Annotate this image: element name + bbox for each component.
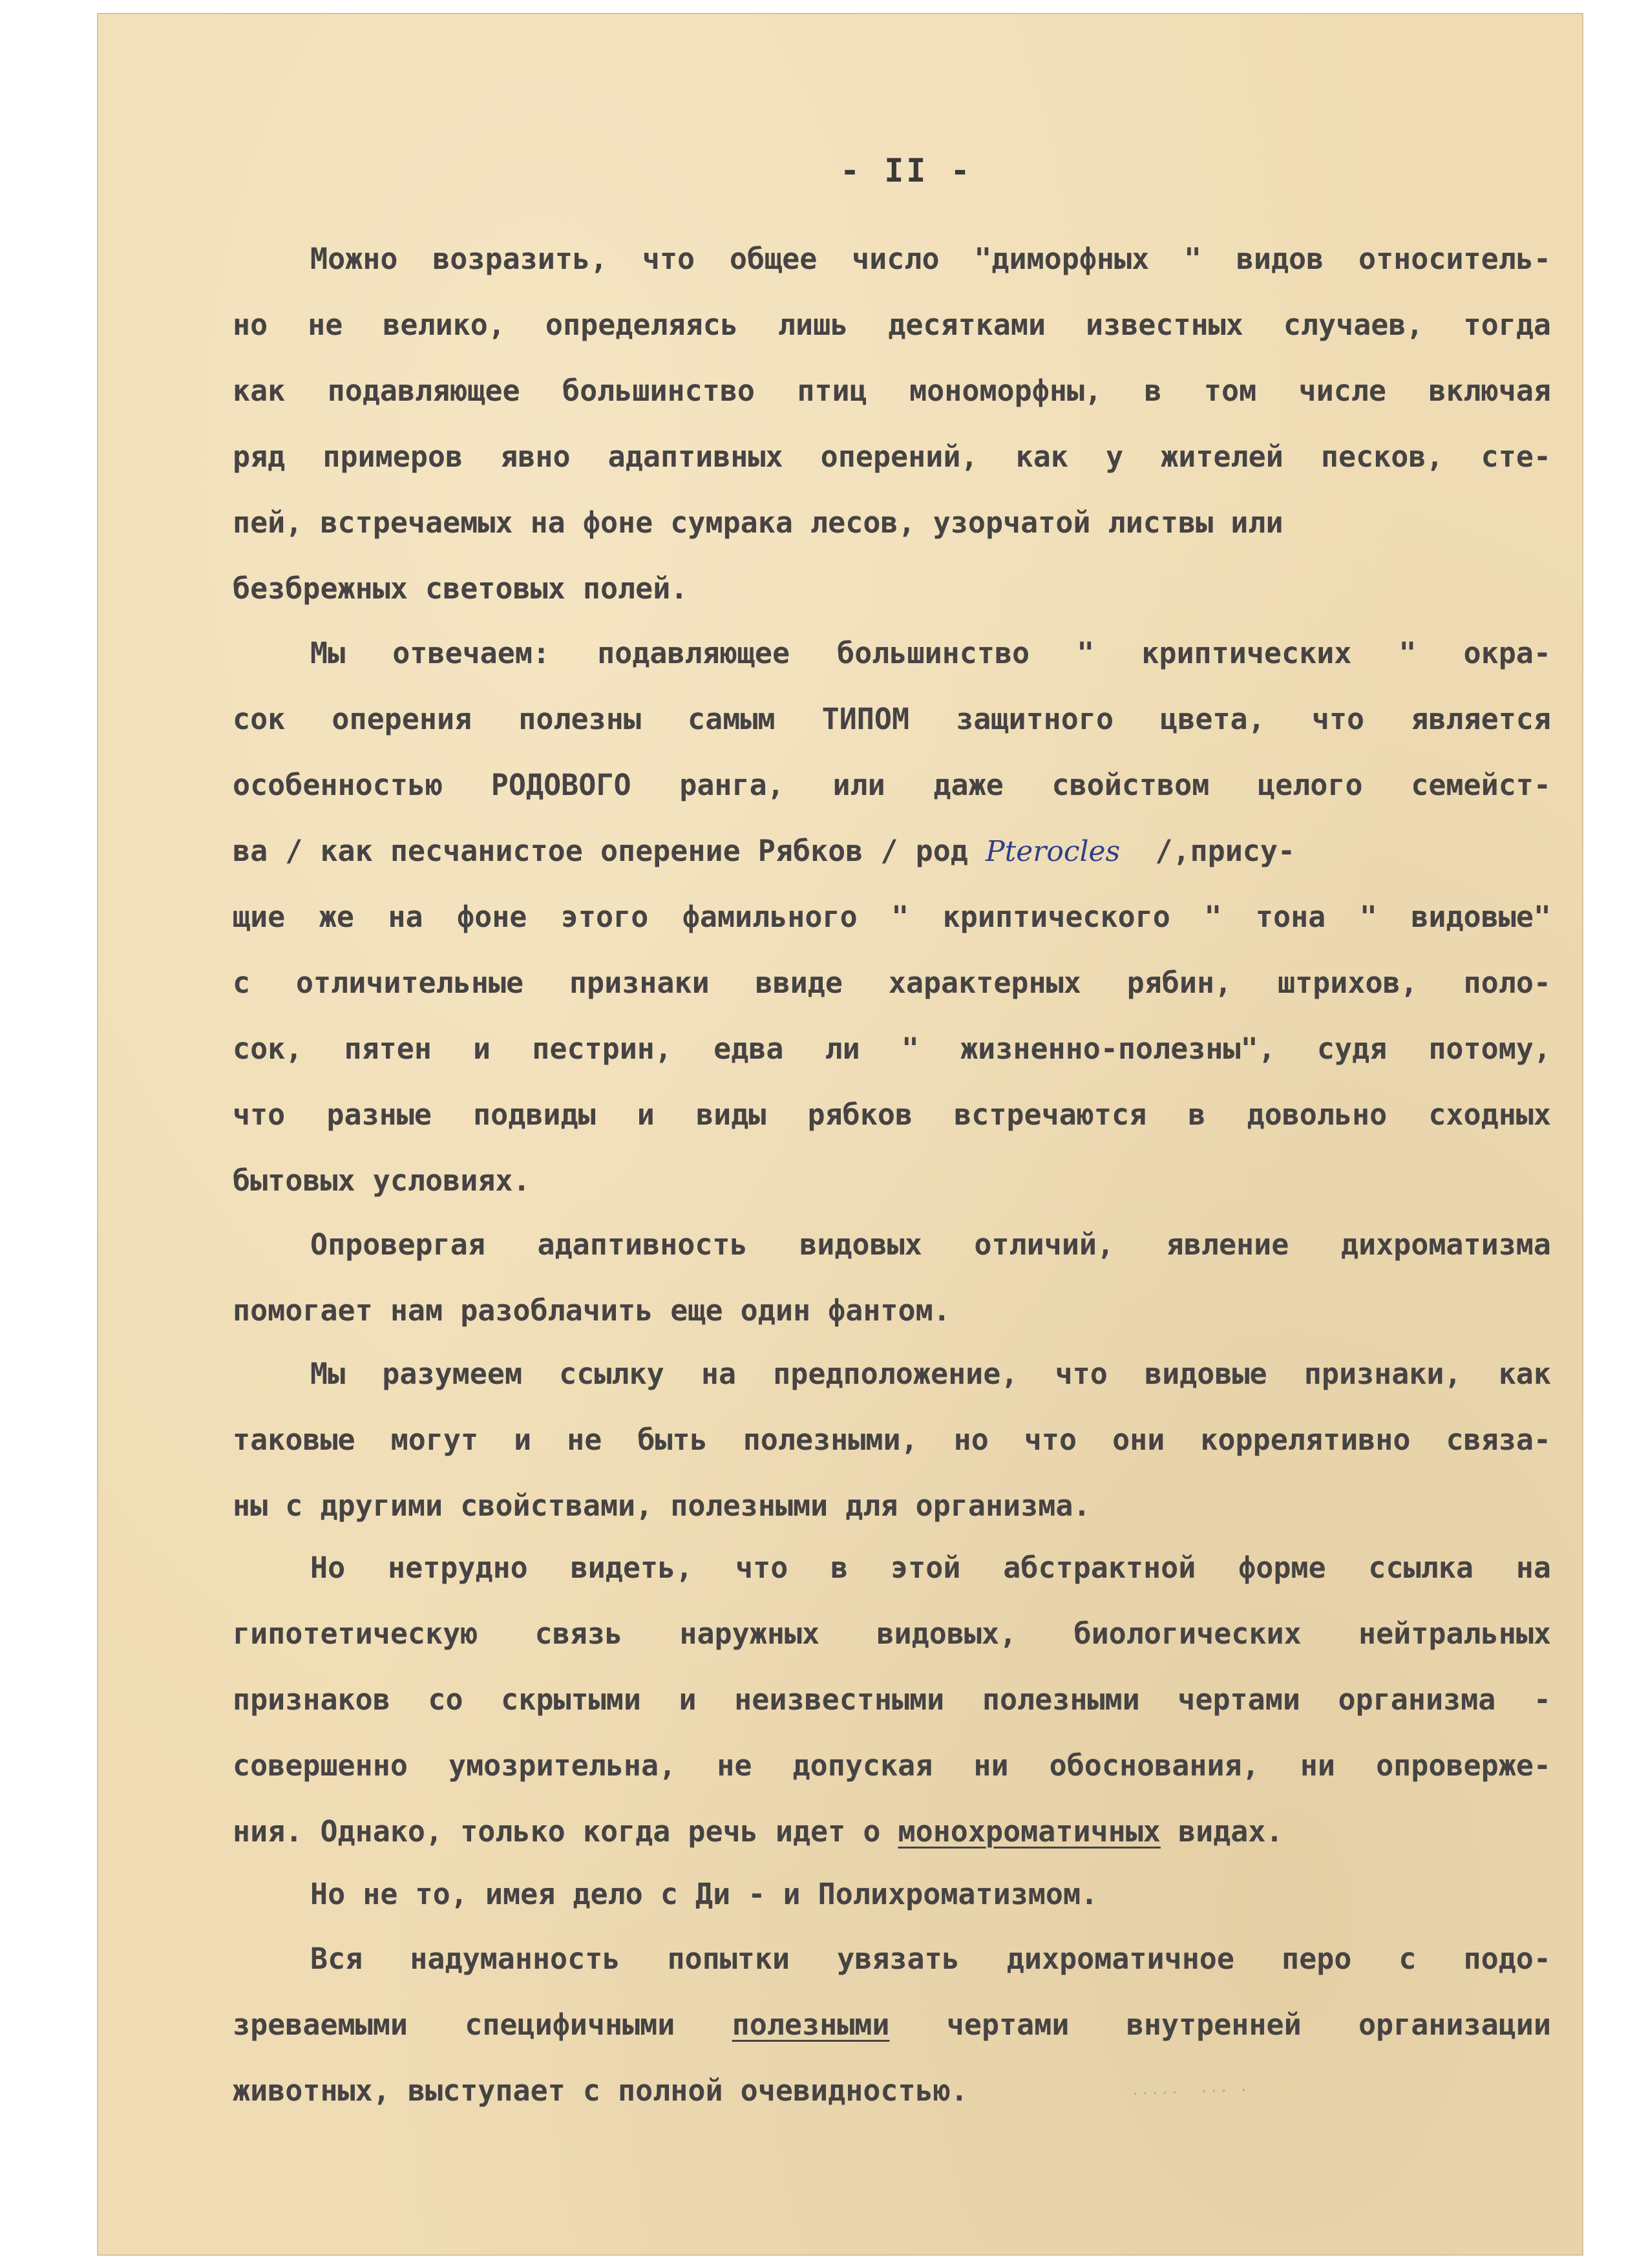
text-line: Мы разумеем ссылку на предположение, что видовые признаки, как xyxy=(310,1357,1551,1391)
faint-stamp-mark: ····· ··· · xyxy=(1130,2082,1250,2103)
typed-text: ния. Однако, только когда речь идет о xyxy=(233,1814,898,1849)
text-line: что разные подвиды и виды рябков встречаются в довольно сходных xyxy=(233,1097,1551,1132)
text-line: как подавляющее большинство птиц мономорфны, в том числе включая xyxy=(233,374,1551,408)
paragraph-2 xyxy=(233,620,1551,1214)
text-line: сок, пятен и пестрин, едва ли " жизненно-полезны", судя потому, xyxy=(233,1032,1551,1066)
text-line-with-underline xyxy=(233,1799,1551,1865)
text-line: Мы отвечаем: подавляющее большинство " криптических " окра- xyxy=(310,636,1551,670)
text-line: сок оперения полезны самым ТИПОМ защитного цвета, что является xyxy=(233,702,1551,736)
handwritten-genus-name: Pterocles xyxy=(985,835,1121,868)
text-line: ны с другими свойствами, полезными для организма. xyxy=(233,1489,1091,1523)
text-line: гипотетическую связь наружных видовых, биологических нейтральных xyxy=(233,1616,1551,1651)
text-line: особенностью РОДОВОГО ранга, или даже свойством целого семейст- xyxy=(233,768,1551,802)
paragraph-1 xyxy=(233,226,1551,622)
typed-text: /,прису- xyxy=(1120,834,1296,868)
underlined-word: полезными xyxy=(732,2008,890,2042)
paragraph-5 xyxy=(233,1535,1551,1865)
text-line: безбрежных световых полей. xyxy=(233,571,688,606)
text-line: щие же на фоне этого фамильного " криптического " тона " видовые" xyxy=(233,900,1551,934)
text-line: Но не то, имея дело с Ди - и Полихроматизмом. xyxy=(310,1877,1099,1911)
text-line: бытовых условиях. xyxy=(233,1163,531,1198)
text-line-with-handwriting xyxy=(233,818,1551,884)
text-line: Можно возразить, что общее число "диморфных " видов относитель- xyxy=(310,242,1551,276)
paragraph-4 xyxy=(233,1341,1551,1539)
text-line: признаков со скрытыми и неизвестными полезными чертами организма - xyxy=(233,1682,1551,1717)
text-line: пей, встречаемых на фоне сумрака лесов, узорчатой листвы или xyxy=(233,505,1284,540)
text-line: помогает нам разоблачить еще один фантом. xyxy=(233,1293,951,1328)
text-line: Вся надуманность попытки увязать дихроматичное перо с подо- xyxy=(310,1942,1551,1976)
text-line: совершенно умозрительна, не допуская ни обоснования, ни опроверже- xyxy=(233,1748,1551,1783)
text-line: но не велико, определяясь лишь десятками известных случаев, тогда xyxy=(233,308,1551,342)
underlined-word: монохроматичных xyxy=(898,1814,1161,1849)
text-line-with-underline xyxy=(233,1992,1551,2058)
typed-text: чертами внутренней организации xyxy=(889,2008,1551,2042)
text-line: таковые могут и не быть полезными, но что они коррелятивно связа- xyxy=(233,1423,1551,1457)
text-line: животных, выступает с полной очевидностью. xyxy=(233,2073,968,2108)
text-line: Опровергая адаптивность видовых отличий, явление дихроматизма xyxy=(310,1227,1551,1262)
typed-text: ва / как песчанистое оперение Рябков / род xyxy=(233,834,986,868)
text-line: Но нетрудно видеть, что в этой абстрактной форме ссылка на xyxy=(310,1551,1551,1585)
paragraph-3 xyxy=(233,1212,1551,1344)
paragraph-6 xyxy=(233,1861,1551,1927)
page-number: - II - xyxy=(840,152,973,189)
typed-text: зреваемыми специфичными xyxy=(233,2008,732,2042)
text-line: ряд примеров явно адаптивных оперений, как у жителей песков, сте- xyxy=(233,440,1551,474)
paragraph-7 xyxy=(233,1926,1551,2124)
typed-text: видах. xyxy=(1160,1814,1284,1849)
text-line: с отличительные признаки ввиде характерных рябин, штрихов, поло- xyxy=(233,966,1551,1000)
